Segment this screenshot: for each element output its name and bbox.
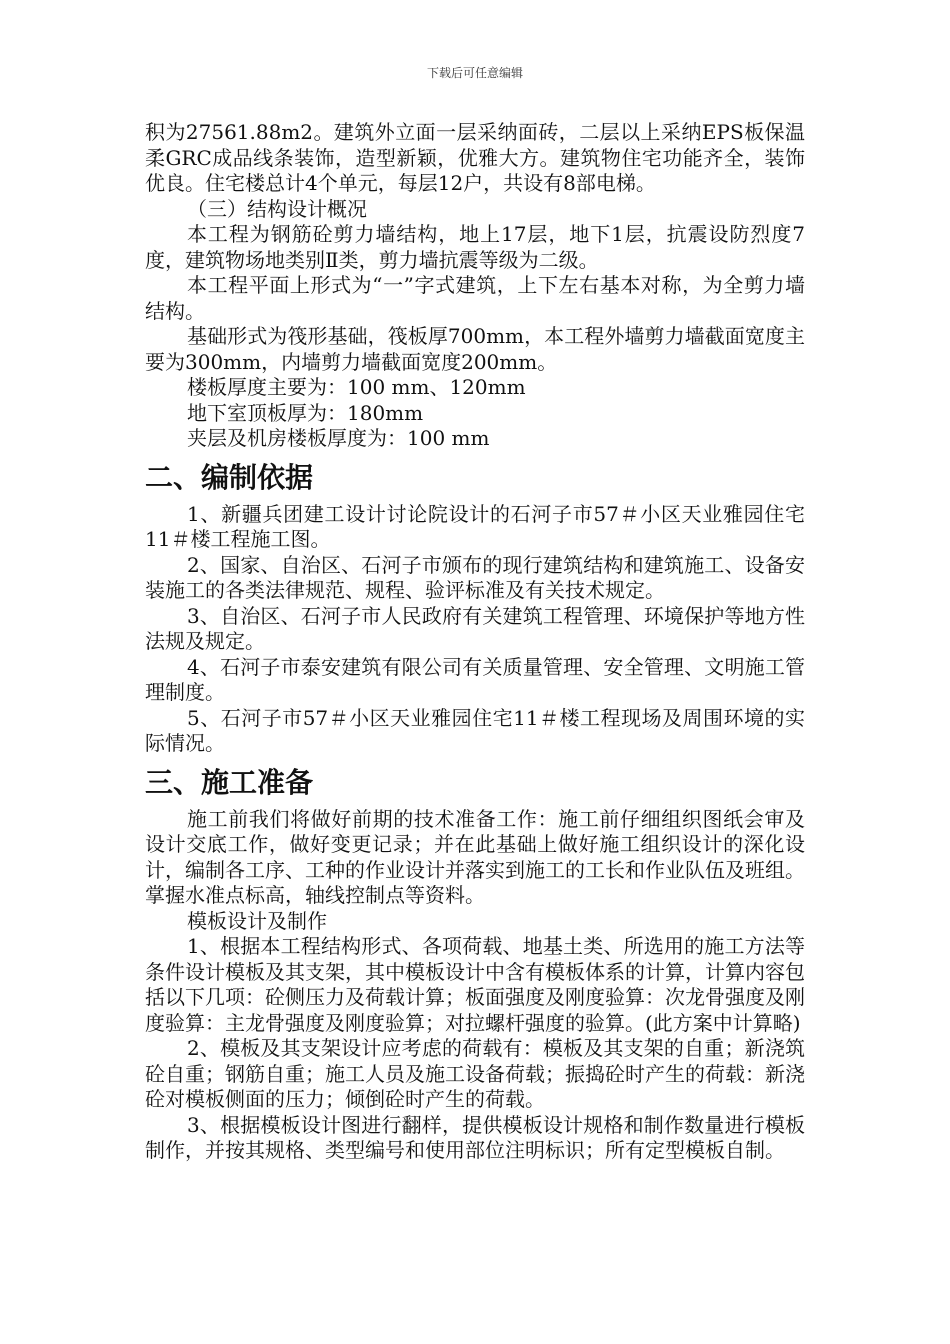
list-item-basis-5: 5、石河子市57＃小区天业雅园住宅11＃楼工程现场及周围环境的实际情况。	[145, 705, 805, 755]
section-heading-basis: 二、编制依据	[145, 460, 314, 494]
paragraph-structure-type: 本工程为钢筋砼剪力墙结构，地上17层，地下1层，抗震设防烈度7度，建筑物场地类别Ⅱ类，剪力墙抗震等级为二级。	[145, 222, 805, 272]
list-item-basis-4: 4、石河子市泰安建筑有限公司有关质量管理、安全管理、文明施工管理制度。	[145, 654, 805, 704]
paragraph-basement-roof: 地下室顶板厚为：180mm	[187, 400, 424, 425]
paragraph-slab-thickness: 楼板厚度主要为：100 mm、120mm	[187, 375, 526, 399]
list-item-formwork-1: 1、根据本工程结构形式、各项荷载、地基土类、所选用的施工方法等条件设计模板及其支架，其中模板设计中含有模板体系的计算，计算内容包括以下几项：砼侧压力及荷载计算；板面强度及刚度验算：次龙骨强度及刚度验算：主龙骨强度及刚度验算；对拉螺杆强度的验算。(此方案中计算略)	[145, 934, 805, 1035]
paragraph-technical-preparation: 施工前我们将做好前期的技术准备工作：施工前仔细组织图纸会审及设计交底工作，做好变更记录；并在此基础上做好施工组织设计的深化设计，编制各工序、工种的作业设计并落实到施工的工长和作业队伍及班组。掌握水准点标高，轴线控制点等资料。	[145, 806, 805, 907]
list-item-basis-2: 2、国家、自治区、石河子市颁布的现行建筑结构和建筑施工、设备安装施工的各类法律规范、规程、验评标准及有关技术规定。	[145, 552, 805, 602]
page-header: 下载后可任意编辑	[426, 66, 523, 80]
document-body	[145, 120, 805, 1164]
paragraph-foundation: 基础形式为筏形基础，筏板厚700mm，本工程外墙剪力墙截面宽度主要为300mm，内墙剪力墙截面宽度200mm。	[145, 324, 805, 374]
subheading-formwork-design: 模板设计及制作	[187, 908, 327, 933]
list-item-formwork-2: 2、模板及其支架设计应考虑的荷载有：模板及其支架的自重；新浇筑砼自重；钢筋自重；施工人员及施工设备荷载；振捣砼时产生的荷载：新浇砼对模板侧面的压力；倾倒砼时产生的荷载。	[145, 1036, 805, 1111]
list-item-basis-3: 3、自治区、石河子市人民政府有关建筑工程管理、环境保护等地方性法规及规定。	[145, 603, 805, 653]
section-heading-preparation: 三、施工准备	[145, 765, 314, 799]
paragraph-mezzanine-slab: 夹层及机房楼板厚度为：100 mm	[187, 426, 490, 450]
paragraph-intro-continuation: 积为27561.88m2。建筑外立面一层采纳面砖，二层以上采纳EPS板保温柔GRC成品线条装饰，造型新颖，优雅大方。建筑物住宅功能齐全，装饰优良。住宅楼总计4个单元，每层12户，共设有8部电梯。	[145, 120, 805, 195]
list-item-formwork-3: 3、根据模板设计图进行翻样，提供模板设计规格和制作数量进行模板制作，并按其规格、类型编号和使用部位注明标识；所有定型模板自制。	[145, 1112, 805, 1162]
subheading-structure-design: （三）结构设计概况	[187, 196, 367, 221]
list-item-basis-1: 1、新疆兵团建工设计讨论院设计的石河子市57＃小区天业雅园住宅11＃楼工程施工图。	[145, 501, 805, 551]
paragraph-plan-form: 本工程平面上形式为“一”字式建筑，上下左右基本对称，为全剪力墙结构。	[145, 273, 805, 323]
